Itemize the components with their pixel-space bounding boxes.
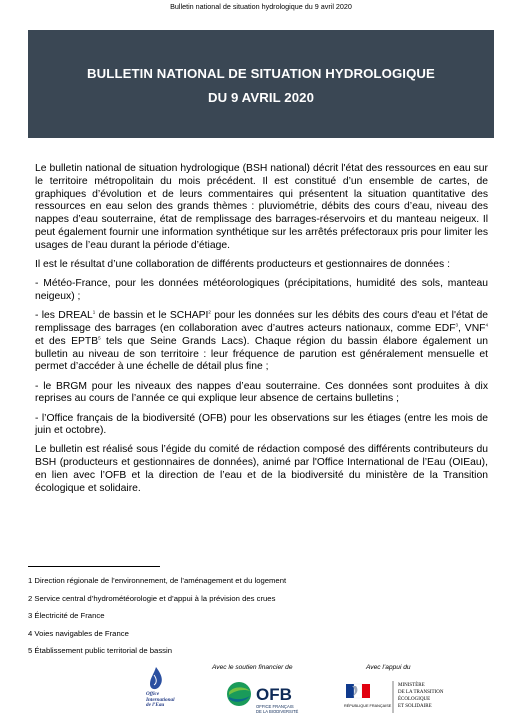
paragraph-brgm: - le BRGM pour les niveaux des nappes d’eau souterraine. Ces données sont produites à dix reprises au cours de l’année ce qui explique leur absence de certains bulletins ; <box>35 380 488 405</box>
footnote-separator <box>28 566 160 567</box>
footnote-4: 4 Voies navigables de France <box>28 628 129 638</box>
appui-label: Avec l’appui du <box>366 664 411 671</box>
paragraph-ofb: - l’Office français de la biodiversité (OFB) pour les observations sur les étiages (entre les mois de juin et octobre). <box>35 412 488 437</box>
footnote-1: 1 Direction régionale de l’environnement, de l’aménagement et du logement <box>28 576 287 585</box>
footnote-ref-3: 3 <box>455 322 459 328</box>
republique-francaise: RÉPUBLIQUE FRANÇAISE <box>344 704 392 708</box>
oieau-line-1: Office <box>146 691 160 697</box>
ministere-line-2: DE LA TRANSITION <box>398 690 444 695</box>
footnote-3: 3 Électricité de France <box>28 611 105 621</box>
ministere-line-3: ÉCOLOGIQUE <box>398 697 431 702</box>
ofb-sub-1: OFFICE FRANÇAIS <box>256 704 294 709</box>
running-header: Bulletin national de situation hydrologique du 9 avril 2020 <box>170 2 352 11</box>
flag-red <box>362 684 370 698</box>
footnotes <box>28 576 498 664</box>
page-title <box>28 66 494 81</box>
oieau-wordmark <box>146 692 175 709</box>
title-line-1: BULLETIN NATIONAL DE SITUATION HYDROLOGIQUE <box>87 66 435 81</box>
paragraph-collaboration: Il est le résultat d’une collaboration de différents producteurs et gestionnaires de données : <box>35 258 450 270</box>
title-banner <box>28 30 494 138</box>
ofb-sub-2: DE LA BIODIVERSITÉ <box>256 709 299 714</box>
text-segment: de bassin et le SCHAPI <box>95 310 209 322</box>
oieau-line-3: de l’Eau <box>146 702 165 709</box>
oieau-line-2: International <box>146 696 175 703</box>
ofb-name: OFB <box>256 685 292 704</box>
footnote-ref-5: 5 <box>98 335 101 341</box>
ministere-line-1: MINISTÈRE <box>398 683 425 688</box>
footnote-5: 5 Établissement public territorial de bassin <box>28 646 172 656</box>
text-segment: - les DREAL <box>35 310 93 322</box>
footnote-ref-1: 1 <box>92 309 96 315</box>
text-segment: pour les données sur les débits des cours d'eau et l'état de remplissage des barrages (en collaboration avec d’autres acteurs nationaux, comme EDF <box>35 310 489 334</box>
ofb-logo <box>226 678 326 720</box>
paragraph-dreal <box>35 310 488 374</box>
paragraph-meteo-france: - Météo-France, pour les données météorologiques (précipitations, humidité des sols, manteau neigeux) ; <box>35 278 488 302</box>
footnote-2: 2 Service central d’hydrométéorologie et d’appui à la prévision des crues <box>28 593 276 603</box>
ministere-line-4: ET SOLIDAIRE <box>398 704 432 709</box>
footnote-ref-4: 4 <box>485 322 488 328</box>
text-segment: , VNF <box>458 322 486 334</box>
footnote-ref-2: 2 <box>208 309 211 315</box>
title-line-2: DU 9 AVRIL 2020 <box>207 90 315 105</box>
body-text <box>35 163 488 502</box>
text-segment: et des EPTB <box>35 335 99 347</box>
text-segment: tels que Seine Grands Lacs). Chaque région du bassin élabore également un bulletin au niveau de son territoire : leur fréquence de parution est généralement mensuelle et permet d’accéder à une échelle de détail plus fine ; <box>35 335 489 373</box>
paragraph-comite: Le bulletin est réalisé sous l’égide du comité de rédaction composé des différents contributeurs du BSH (producteurs et gestionnaires de données), animé par l'Office International de l’Eau (OIEau), en lien avec l’OFB et la direction de l’eau et de la biodiversité du ministère de la Transition écologique et solidaire. <box>35 444 488 494</box>
page-title-date <box>28 90 494 105</box>
support-financier-label: Avec le soutien financier de <box>212 664 293 671</box>
ministere-logo <box>340 678 460 716</box>
paragraph-intro: Le bulletin national de situation hydrologique (BSH national) décrit l'état des ressources en eau sur le territoire métropolitain du mois précédent. Il est constitué d’un ensemble de cartes, de graphiques d’évolution et de leurs commentaires qui présentent la situation quantitative des ressources en eau selon des grands thèmes : pluviométrie, débits des cours d’eau, niveau des nappes d’eau souterraine, état de remplissage des barrages-réservoirs et du manteau neigeux. Il peut également fournir une information synthétique sur les arrêtés préfectoraux pris pour limiter les usages de l’eau durant la période d’étiage. <box>35 163 488 251</box>
